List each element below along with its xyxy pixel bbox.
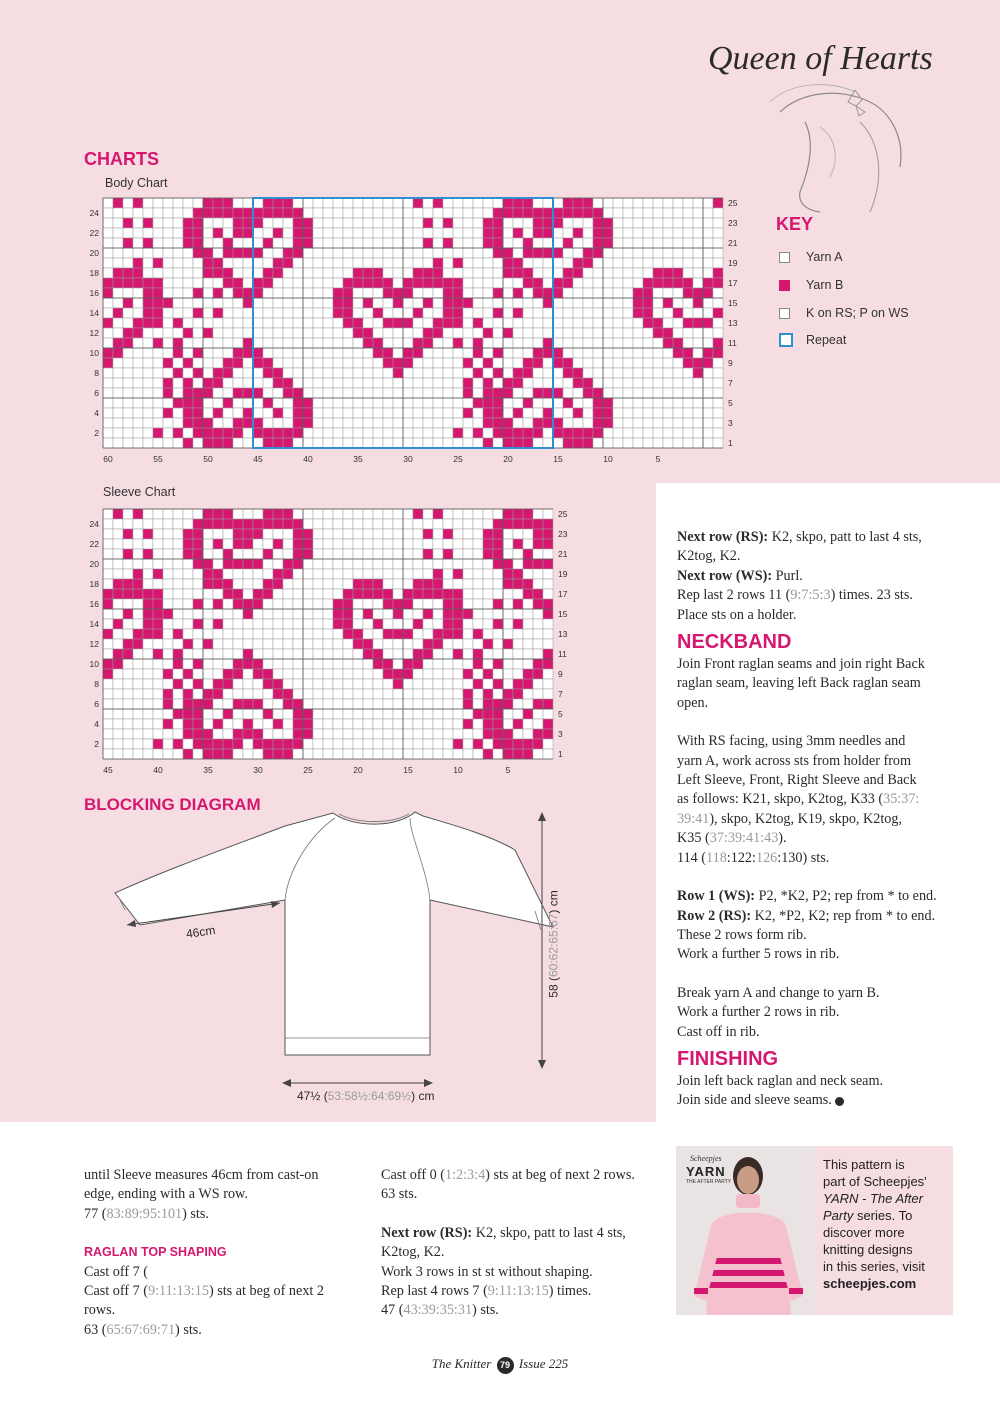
page-footer: The Knitter 79 Issue 225: [0, 1356, 1000, 1374]
sleeve-chart-row-label: 18: [89, 579, 99, 589]
key-item-yarn-b: Yarn B: [779, 278, 843, 292]
sleeve-chart-row-label: 2: [94, 739, 99, 749]
sleeve-chart-row-label: 20: [89, 559, 99, 569]
bottom-middle-text: Cast off 0 (1:2:3:4) sts at beg of next 2 rows. 63 sts. Next row (RS): K2, skpo, patt to last 4 sts, K2tog, K2. Work 3 rows in st st without shaping. Rep last 4 rows 7 (9:11:13:15) times. 47 (43:39:35:31) sts.: [381, 1167, 635, 1319]
body-chart-col-label: 10: [603, 454, 613, 464]
finishing-heading: FINISHING: [677, 1047, 779, 1070]
sleeve-chart-col-label: 15: [403, 765, 413, 775]
body-chart-row-label: 4: [94, 408, 99, 418]
sleeve-chart-row-label: 24: [89, 519, 99, 529]
body-chart-col-label: 30: [403, 454, 413, 464]
ad-brand-small: Scheepjes: [690, 1154, 722, 1163]
body-chart-col-label: 55: [153, 454, 163, 464]
scheepjes-ad[interactable]: [676, 1146, 953, 1315]
key-heading: KEY: [776, 214, 814, 234]
key-item-yarn-a: Yarn A: [779, 250, 843, 264]
sleeve-chart-row-label: 11: [558, 649, 567, 659]
length-measure: 58 (60:62:65:67) cm: [546, 890, 561, 998]
sleeve-chart-label: Sleeve Chart: [103, 485, 176, 499]
body-chart-row-label: 22: [89, 228, 99, 238]
body-chart-col-label: 15: [553, 454, 563, 464]
body-chart-row-label: 16: [89, 288, 99, 298]
body-chart-row-label: 21: [728, 238, 738, 248]
body-chart-col-label: 25: [453, 454, 463, 464]
sleeve-chart-row-label: 7: [558, 689, 563, 699]
queen-logo-icon: [760, 82, 930, 222]
ad-brand-sub: THE AFTER PARTY: [686, 1179, 732, 1185]
page-number: 79: [497, 1357, 514, 1374]
right-column-text: Next row (RS): K2, skpo, patt to last 4 sts, K2tog, K2. Next row (WS): Purl. Rep last 2 rows 11 (9:7:5:3) times. 23 sts. Place sts on a holder. NECKBAND Join Front raglan seams and join right Back raglan seam, leaving left Back raglan seam open. With RS facing, using 3mm needles and yarn A, work across sts from holder from Left Sleeve, Front, Right Sleeve and Back as follows: K21, skpo, K2tog, K33 (35:37: 39:41), skpo, K2tog, K19, skpo, K2tog, K35 (37:39:41:43). 114 (118:122:126:130) sts. Row 1 (WS): P2, *K2, P2; rep from * to end. Row 2 (RS): K2, *P2, K2; rep from * to end. These 2 rows form rib. Work a further 5 rows in rib. Break yarn A and change to yarn B. Work a further 2 rows in rib. Cast off in rib. FINISHING Join left back raglan and neck seam. Join side and sleeve seams.: [677, 528, 977, 1111]
model-photo-icon: [676, 1146, 815, 1315]
sleeve-chart-col-label: 25: [303, 765, 313, 775]
sleeve-chart-col-label: 10: [453, 765, 463, 775]
body-chart-col-label: 20: [503, 454, 513, 464]
body-chart: [70, 192, 760, 477]
blocking-diagram-heading: BLOCKING DIAGRAM: [84, 795, 261, 814]
sleeve-chart-row-label: 17: [558, 589, 568, 599]
body-chart-col-label: 60: [103, 454, 113, 464]
body-chart-row-label: 24: [89, 208, 99, 218]
body-chart-row-label: 6: [94, 388, 99, 398]
body-chart-col-label: 40: [303, 454, 313, 464]
sleeve-chart-row-label: 23: [558, 529, 568, 539]
sleeve-chart-row-label: 16: [89, 599, 99, 609]
yarn-a-swatch-icon: [779, 252, 790, 263]
sleeve-chart-col-label: 5: [505, 765, 511, 775]
body-chart-row-label: 2: [94, 428, 99, 438]
body-chart-row-label: 14: [89, 308, 99, 318]
charts-heading: CHARTS: [84, 149, 159, 169]
sweater-diagram: [105, 800, 595, 1110]
sleeve-chart-row-label: 22: [89, 539, 99, 549]
body-chart-row-label: 25: [728, 198, 738, 208]
end-mark-icon: [835, 1097, 844, 1106]
repeat-swatch-icon: [779, 333, 793, 347]
sleeve-chart-col-label: 45: [103, 765, 113, 775]
key-item-knit: K on RS; P on WS: [779, 306, 909, 320]
body-chart-row-label: 12: [89, 328, 99, 338]
body-chart-row-label: 8: [94, 368, 99, 378]
sleeve-chart-row-label: 6: [94, 699, 99, 709]
body-chart-label: Body Chart: [105, 176, 168, 190]
sleeve-chart-row-label: 21: [558, 549, 568, 559]
ad-brand: YARN: [686, 1164, 726, 1179]
body-chart-row-label: 3: [728, 418, 733, 428]
sleeve-chart-row-label: 4: [94, 719, 99, 729]
body-chart-row-label: 7: [728, 378, 733, 388]
body-chart-row-label: 23: [728, 218, 738, 228]
sleeve-chart-row-label: 13: [558, 629, 568, 639]
body-chart-row-label: 20: [89, 248, 99, 258]
sleeve-chart-col-label: 30: [253, 765, 263, 775]
body-chart-row-label: 13: [728, 318, 738, 328]
body-chart-row-label: 11: [728, 338, 737, 348]
knit-swatch-icon: [779, 308, 790, 319]
body-chart-col-label: 35: [353, 454, 363, 464]
key-item-repeat: Repeat: [779, 333, 846, 347]
sleeve-chart-row-label: 14: [89, 619, 99, 629]
ad-text: This pattern is part of Scheepjes' YARN - The After Party series. To discover more knitting designs in this series, visit scheepjes.com: [823, 1156, 951, 1292]
page-title: Queen of Hearts: [708, 40, 933, 77]
sleeve-chart-col-label: 35: [203, 765, 213, 775]
sleeve-chart-row-label: 3: [558, 729, 563, 739]
sleeve-chart-row-label: 25: [558, 509, 568, 519]
body-chart-row-label: 5: [728, 398, 733, 408]
body-chart-row-label: 19: [728, 258, 738, 268]
sleeve-chart-row-label: 10: [89, 659, 99, 669]
sleeve-chart-col-label: 40: [153, 765, 163, 775]
body-chart-row-label: 10: [89, 348, 99, 358]
yarn-b-swatch-icon: [779, 280, 790, 291]
sleeve-chart-row-label: 19: [558, 569, 568, 579]
sleeve-measure: 46cm: [185, 923, 217, 941]
width-measure: 47½ (53:58½:64:69½) cm: [297, 1089, 435, 1103]
ad-link[interactable]: scheepjes.com: [823, 1276, 917, 1291]
neckband-heading: NECKBAND: [677, 631, 792, 654]
sleeve-chart: [70, 503, 590, 783]
body-chart-row-label: 9: [728, 358, 733, 368]
sleeve-chart-col-label: 20: [353, 765, 363, 775]
sleeve-chart-row-label: 9: [558, 669, 563, 679]
ad-photo: [676, 1146, 815, 1315]
raglan-heading: RAGLAN TOP SHAPING: [84, 1245, 227, 1260]
body-chart-row-label: 15: [728, 298, 738, 308]
body-chart-row-label: 1: [728, 438, 733, 448]
sleeve-chart-row-label: 8: [94, 679, 99, 689]
body-chart-row-label: 17: [728, 278, 738, 288]
body-chart-row-label: 18: [89, 268, 99, 278]
body-chart-col-label: 45: [253, 454, 263, 464]
body-chart-col-label: 5: [655, 454, 661, 464]
sleeve-chart-row-label: 15: [558, 609, 568, 619]
sleeve-chart-row-label: 5: [558, 709, 563, 719]
sleeve-chart-row-label: 12: [89, 639, 99, 649]
sleeve-chart-row-label: 1: [558, 749, 563, 759]
bottom-left-text: until Sleeve measures 46cm from cast-on edge, ending with a WS row. 77 (83:89:95:101) sts. RAGLAN TOP SHAPING Cast off 7 ( Cast off 7 (9:11:13:15) sts at beg of next 2 rows. 63 (65:67:69:71) sts.: [84, 1166, 374, 1340]
body-chart-col-label: 50: [203, 454, 213, 464]
